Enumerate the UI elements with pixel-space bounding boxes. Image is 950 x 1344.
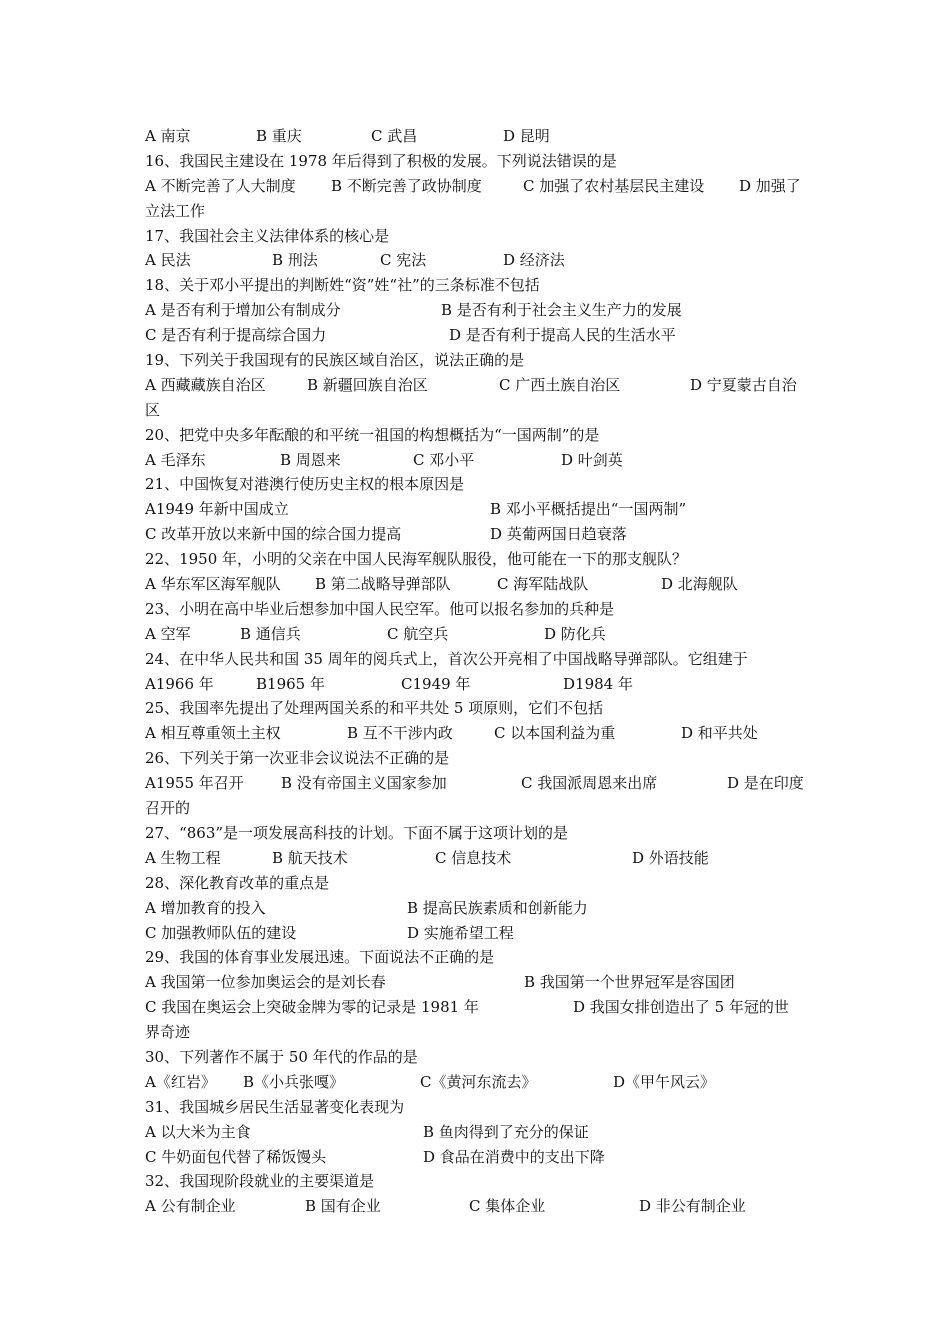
- option-row: [145, 1120, 825, 1145]
- option-b: B《小兵张嘎》: [243, 1072, 345, 1091]
- option-row: [145, 771, 825, 796]
- option-d: D 食品在消费中的支出下降: [423, 1147, 605, 1166]
- option-row: [145, 622, 825, 647]
- option-d: D 加强了: [739, 176, 801, 195]
- option-c: C 我国派周恩来出席: [521, 774, 658, 793]
- option-b: B 不断完善了政协制度: [331, 176, 482, 195]
- option-row: [145, 970, 825, 995]
- option-c: C 信息技术: [435, 848, 512, 867]
- option-c: C 广西土族自治区: [499, 375, 621, 394]
- option-c: C 牛奶面包代替了稀饭馒头: [145, 1147, 327, 1166]
- option-c: C 我国在奥运会上突破金牌为零的记录是 1981 年: [145, 998, 479, 1017]
- option-b: B 鱼肉得到了充分的保证: [423, 1122, 589, 1141]
- option-continuation: 区: [145, 400, 161, 419]
- question-list: [145, 124, 825, 1219]
- option-a: A 毛泽东: [145, 450, 206, 469]
- option-a: A 增加教育的投入: [145, 898, 266, 917]
- option-c: C 邓小平: [413, 450, 475, 469]
- question-stem: 16、我国民主建设在 1978 年后得到了积极的发展。下列说法错误的是: [145, 151, 617, 170]
- option-b: B 新疆回族自治区: [307, 375, 428, 394]
- option-b: B 提高民族素质和创新能力: [407, 898, 588, 917]
- question-stem: 29、我国的体育事业发展迅速。下面说法不正确的是: [145, 948, 495, 967]
- option-a: A1949 年新中国成立: [145, 500, 289, 519]
- question-stem: 30、下列著作不属于 50 年代的作品的是: [145, 1047, 418, 1066]
- option-continuation: 召开的: [145, 799, 191, 818]
- option-c: C 宪法: [380, 251, 427, 270]
- option-a: A 以大米为主食: [145, 1122, 251, 1141]
- option-d: D 非公有制企业: [639, 1197, 746, 1216]
- option-a: A 民法: [145, 251, 191, 270]
- option-d: D 宁夏蒙古自治: [690, 375, 797, 394]
- option-b: B 刑法: [272, 251, 318, 270]
- question-stem: 31、我国城乡居民生活显著变化表现为: [145, 1097, 405, 1116]
- option-d: D 叶剑英: [561, 450, 623, 469]
- option-row: [145, 846, 825, 871]
- option-b: B 邓小平概括提出“一国两制”: [490, 500, 687, 519]
- option-row: [145, 124, 825, 149]
- option-row: [145, 1145, 825, 1170]
- option-b: B1965 年: [256, 674, 325, 693]
- option-a: A1955 年召开: [145, 774, 244, 793]
- option-b: B 重庆: [256, 127, 302, 145]
- option-continuation: 界奇迹: [145, 1023, 191, 1042]
- option-d: D 防化兵: [544, 624, 606, 643]
- option-c: C 集体企业: [469, 1197, 546, 1216]
- option-continuation: 立法工作: [145, 201, 206, 220]
- option-d: D 和平共处: [681, 724, 758, 743]
- option-a: A《红岩》: [145, 1072, 216, 1091]
- option-a: A 我国第一位参加奥运会的是刘长春: [145, 973, 386, 992]
- option-d: D 我国女排创造出了 5 年冠的世: [573, 998, 789, 1017]
- option-a: A 西藏藏族自治区: [145, 375, 266, 394]
- option-row: [145, 1194, 825, 1219]
- question-stem: 22、1950 年，小明的父亲在中国人民海军舰队服役，他可能在一下的那支舰队？: [145, 550, 688, 569]
- option-d: D 英葡两国日趋衰落: [490, 525, 627, 544]
- option-c: C 以本国利益为重: [494, 724, 616, 743]
- question-stem: 19、下列关于我国现有的民族区域自治区，说法正确的是: [145, 351, 525, 370]
- option-row: [145, 995, 825, 1020]
- option-row: [145, 373, 825, 398]
- option-b: B 没有帝国主义国家参加: [281, 774, 447, 793]
- question-stem: 32、我国现阶段就业的主要渠道是: [145, 1172, 375, 1191]
- option-a: A 南京: [145, 127, 191, 145]
- option-row: [145, 921, 825, 946]
- option-b: B 通信兵: [240, 624, 301, 643]
- question-stem: 21、中国恢复对港澳行使历史主权的根本原因是: [145, 475, 465, 494]
- option-d: D 昆明: [503, 127, 550, 145]
- option-c: C1949 年: [401, 674, 471, 693]
- question-stem: 27、“863”是一项发展高科技的计划。下面不属于这项计划的是: [145, 823, 569, 842]
- option-row: [145, 448, 825, 473]
- option-c: C 武昌: [371, 127, 418, 145]
- option-c: C 改革开放以来新中国的综合国力提高: [145, 525, 402, 544]
- option-d: D《甲午风云》: [613, 1072, 716, 1091]
- question-stem: 17、我国社会主义法律体系的核心是: [145, 226, 390, 245]
- option-a: A 华东军区海军舰队: [145, 575, 281, 594]
- option-row: [145, 497, 825, 522]
- option-d: D 实施希望工程: [407, 923, 514, 942]
- option-row: [145, 522, 825, 547]
- option-row: [145, 323, 825, 348]
- option-c: C 海军陆战队: [497, 575, 589, 594]
- option-b: B 是否有利于社会主义生产力的发展: [441, 301, 682, 320]
- option-a: A1966 年: [145, 674, 214, 693]
- option-c: C《黄河东流去》: [420, 1072, 537, 1091]
- option-d: D 是在印度: [727, 774, 804, 793]
- option-a: A 不断完善了人大制度: [145, 176, 296, 195]
- option-row: [145, 174, 825, 199]
- question-stem: 25、我国率先提出了处理两国关系的和平共处 5 项原则，它们不包括: [145, 699, 604, 718]
- option-d: D 北海舰队: [661, 575, 738, 594]
- option-a: A 相互尊重领土主权: [145, 724, 281, 743]
- option-row: [145, 298, 825, 323]
- option-c: C 航空兵: [387, 624, 449, 643]
- question-stem: 26、下列关于第一次亚非会议说法不正确的是: [145, 749, 450, 768]
- question-stem: 24、在中华人民共和国 35 周年的阅兵式上，首次公开亮相了中国战略导弹部队。它组建于: [145, 649, 748, 668]
- option-row: [145, 721, 825, 746]
- option-b: B 航天技术: [272, 848, 348, 867]
- question-stem: 28、深化教育改革的重点是: [145, 873, 330, 892]
- question-stem: 18、关于邓小平提出的判断姓“资”姓“社”的三条标准不包括: [145, 276, 540, 295]
- question-stem: 20、把党中央多年酝酿的和平统一祖国的构想概括为“一国两制”的是: [145, 425, 600, 444]
- question-stem: 23、小明在高中毕业后想参加中国人民空军。他可以报名参加的兵种是: [145, 599, 615, 618]
- option-a: A 生物工程: [145, 848, 221, 867]
- option-a: A 空军: [145, 624, 191, 643]
- option-row: [145, 672, 825, 697]
- option-b: B 国有企业: [305, 1197, 381, 1216]
- option-row: [145, 1070, 825, 1095]
- option-d: D1984 年: [563, 674, 633, 693]
- option-d: D 经济法: [503, 251, 565, 270]
- option-b: B 我国第一个世界冠军是容国团: [524, 973, 735, 992]
- option-row: [145, 896, 825, 921]
- option-c: C 是否有利于提高综合国力: [145, 326, 327, 345]
- option-d: D 是否有利于提高人民的生活水平: [449, 326, 676, 345]
- option-c: C 加强了农村基层民主建设: [523, 176, 705, 195]
- option-a: A 公有制企业: [145, 1197, 236, 1216]
- option-row: [145, 572, 825, 597]
- option-c: C 加强教师队伍的建设: [145, 923, 297, 942]
- option-d: D 外语技能: [632, 848, 709, 867]
- option-a: A 是否有利于增加公有制成分: [145, 301, 341, 320]
- option-b: B 互不干涉内政: [347, 724, 453, 743]
- option-b: B 第二战略导弹部队: [315, 575, 451, 594]
- option-row: [145, 248, 825, 273]
- option-b: B 周恩来: [280, 450, 341, 469]
